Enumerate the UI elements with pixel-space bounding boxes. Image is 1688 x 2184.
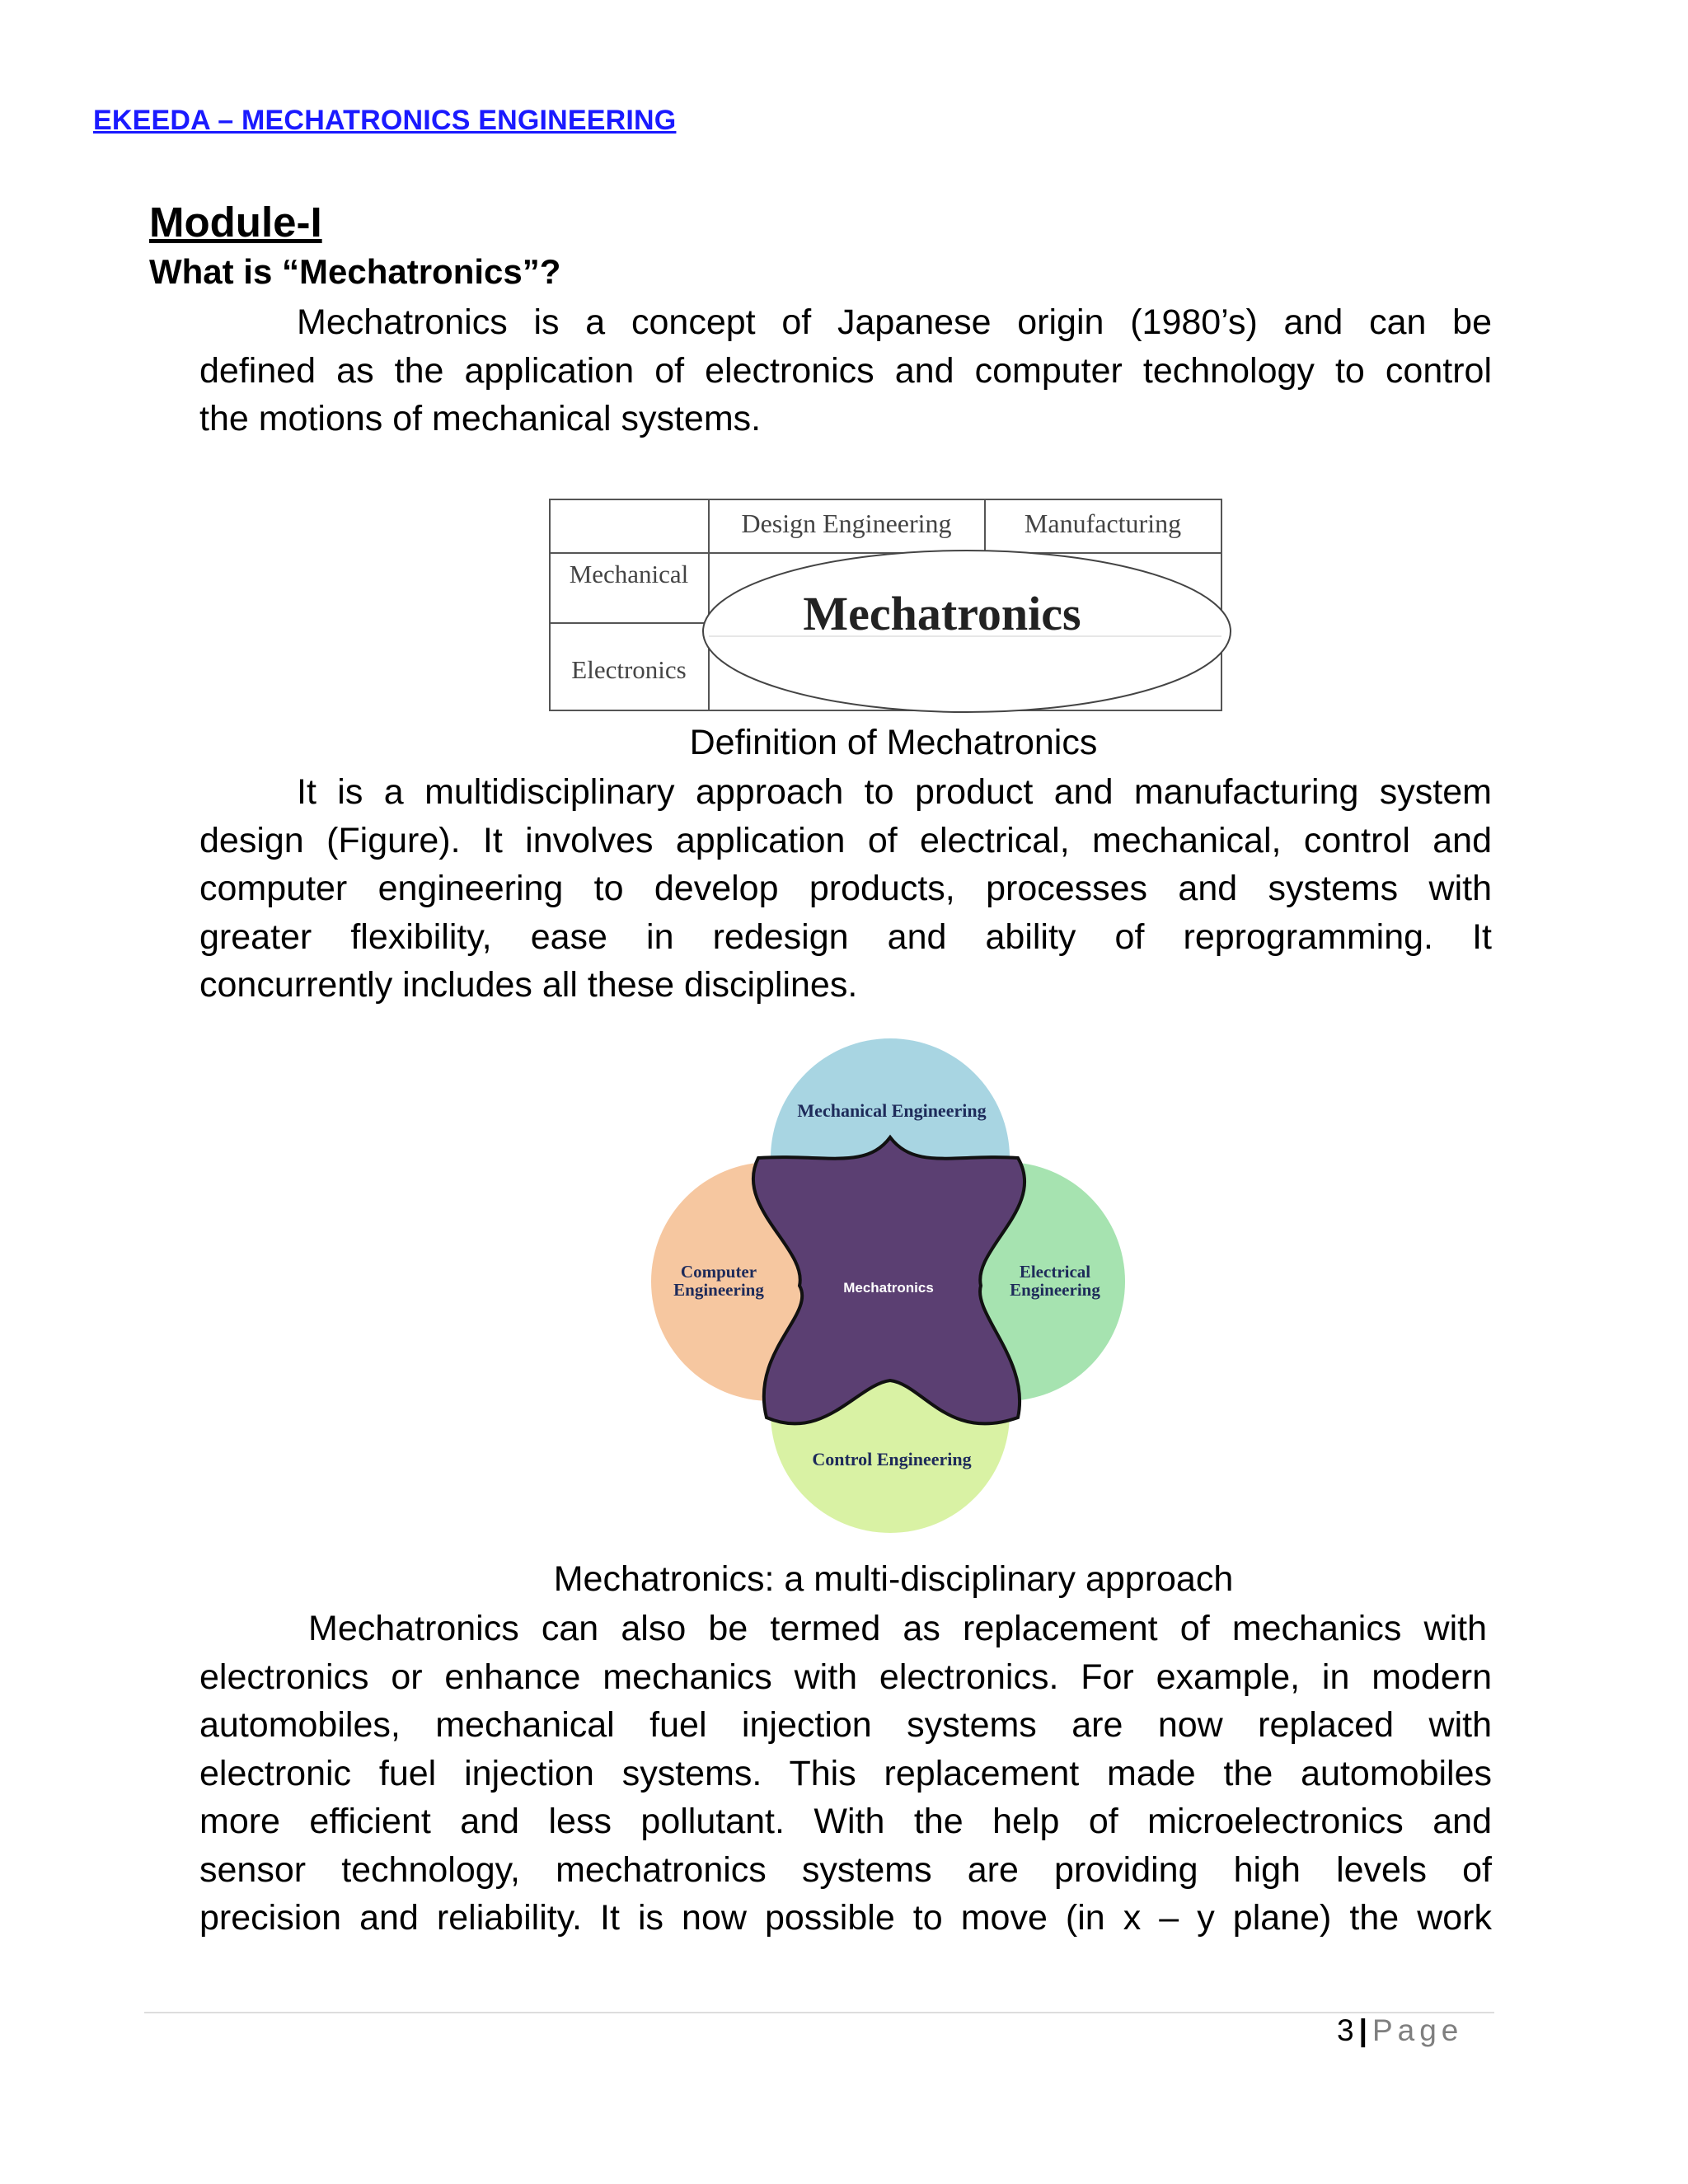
column-label-design: Design Engineering xyxy=(741,509,952,538)
page-number xyxy=(1337,2013,1463,2048)
figure2-caption: Mechatronics: a multi-disciplinary approach xyxy=(553,1559,1234,1599)
paragraph-line: design (Figure). It involves application of electrical, mechanical, control and xyxy=(199,820,1492,860)
label-mechatronics-center: Mechatronics xyxy=(843,1280,934,1296)
footer-divider xyxy=(144,2012,1494,2013)
label-electrical-2: Engineering xyxy=(1010,1280,1100,1300)
label-electrical-1: Electrical xyxy=(1019,1262,1091,1282)
row-label-mechanical: Mechanical xyxy=(569,560,689,588)
center-label-mechatronics: Mechatronics xyxy=(803,587,1081,640)
disciplines-diagram xyxy=(626,1030,1154,1541)
paragraph-multidisciplinary xyxy=(199,768,1492,1010)
label-mechanical: Mechanical Engineering xyxy=(797,1100,987,1121)
paragraph-line: the motions of mechanical systems. xyxy=(199,399,762,438)
paragraph-line: electronic fuel injection systems. This replacement made the automobiles xyxy=(199,1753,1492,1793)
page-number-value: 3 xyxy=(1337,2013,1354,2047)
paragraph-line: Mechatronics can also be termed as replacement of mechanics with xyxy=(308,1609,1487,1648)
label-computer-2: Engineering xyxy=(673,1280,764,1300)
paragraph-line: concurrently includes all these disciplines. xyxy=(199,965,858,1005)
column-label-manufacturing: Manufacturing xyxy=(1024,509,1182,538)
paragraph-line: greater flexibility, ease in redesign and ability of reprogramming. It xyxy=(199,916,1492,957)
row-label-electronics: Electronics xyxy=(571,655,687,684)
figure1-caption: Definition of Mechatronics xyxy=(689,723,1098,762)
paragraph-line: automobiles, mechanical fuel injection systems are now replaced with xyxy=(199,1705,1492,1745)
paragraph-line: precision and reliability. It is now possible to move (in x – y plane) the work xyxy=(199,1898,1492,1938)
paragraph-replacement xyxy=(199,1605,1492,1943)
header-link[interactable]: EKEEDA – MECHATRONICS ENGINEERING xyxy=(93,105,677,136)
paragraph-line: electronics or enhance mechanics with electronics. For example, in modern xyxy=(199,1657,1492,1697)
module-title: Module-I xyxy=(149,199,322,246)
page-separator: | xyxy=(1358,2013,1367,2047)
section-title: What is “Mechatronics”? xyxy=(149,252,561,291)
paragraph-line: sensor technology, mechatronics systems are providing high levels of xyxy=(199,1849,1492,1890)
paragraph-line: Mechatronics is a concept of Japanese origin (1980’s) and can be xyxy=(297,302,1492,342)
definition-figure xyxy=(540,491,1232,719)
paragraph-line: defined as the application of electronics and computer technology to control xyxy=(199,350,1492,391)
paragraph-line: It is a multidisciplinary approach to product and manufacturing system xyxy=(297,772,1492,812)
label-computer-1: Computer xyxy=(680,1262,757,1282)
paragraph-line: more efficient and less pollutant. With the help of microelectronics and xyxy=(199,1802,1492,1841)
label-control: Control Engineering xyxy=(812,1449,972,1469)
paragraph-line: computer engineering to develop products, processes and systems with xyxy=(199,869,1492,908)
page-word: Page xyxy=(1372,2013,1464,2047)
paragraph-intro xyxy=(199,298,1492,443)
